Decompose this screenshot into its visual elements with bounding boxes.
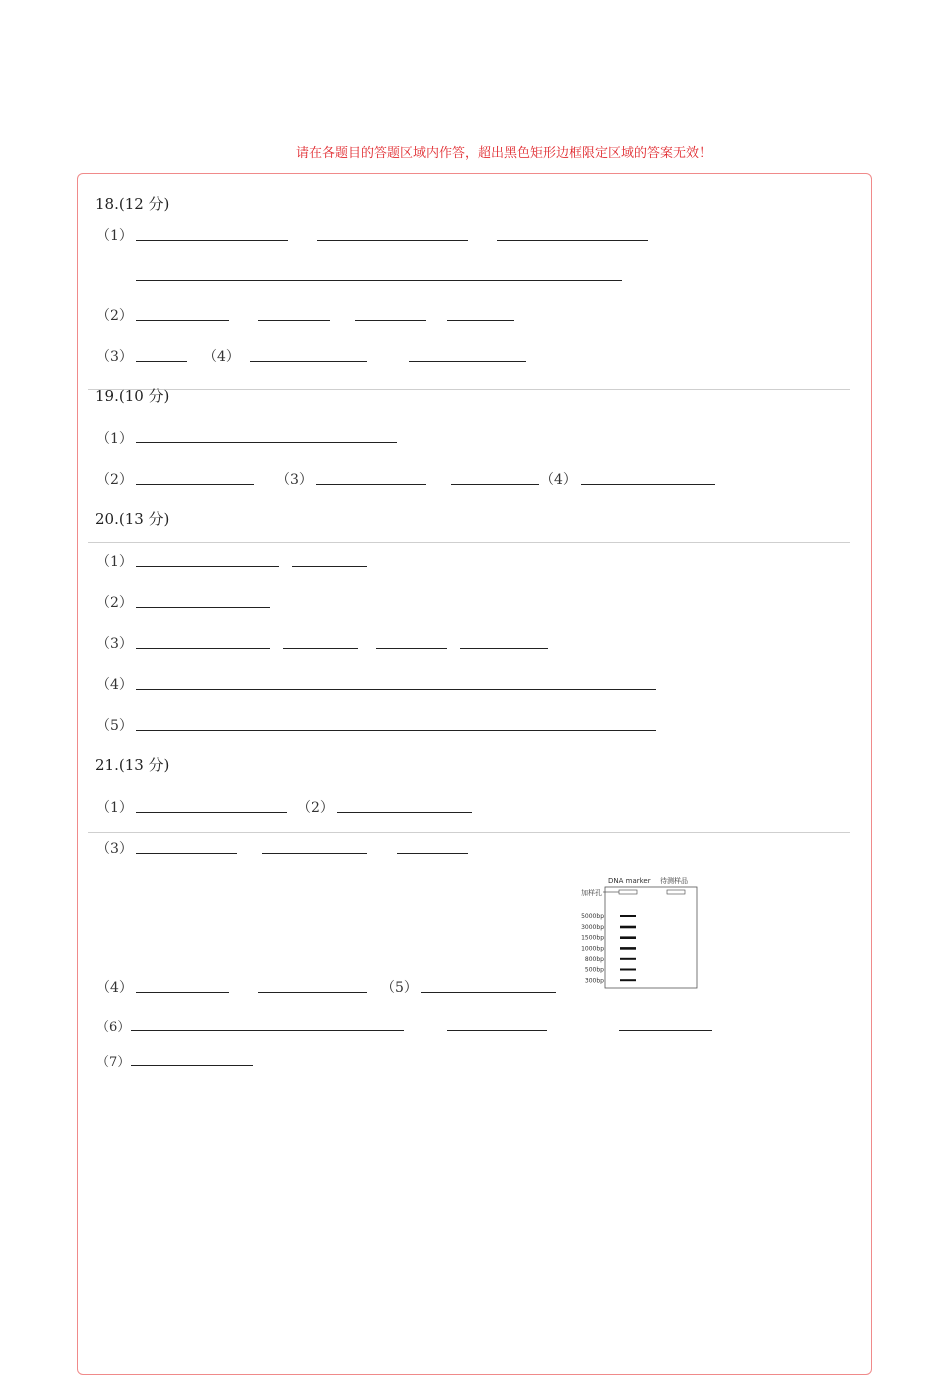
marker-band bbox=[620, 979, 636, 981]
q18-answer-blank[interactable] bbox=[317, 240, 468, 241]
well-label: 加样孔 bbox=[581, 889, 602, 897]
marker-band bbox=[620, 915, 636, 917]
q20-part-5-label: （5） bbox=[96, 718, 133, 734]
band-size-label: 800bp bbox=[584, 956, 604, 963]
q21-answer-blank[interactable] bbox=[421, 992, 556, 993]
q21-answer-blank[interactable] bbox=[262, 853, 367, 854]
q21-part-6-label: （6） bbox=[96, 1020, 131, 1035]
marker-well bbox=[619, 890, 637, 894]
q21-answer-blank[interactable] bbox=[131, 1030, 404, 1031]
question-20-title: 20.(13 分) bbox=[95, 510, 170, 528]
q18-answer-blank[interactable] bbox=[136, 320, 229, 321]
q21-part-4-label: （4） bbox=[96, 980, 133, 996]
band-size-label: 1000bp bbox=[581, 945, 604, 953]
marker-band bbox=[620, 926, 636, 929]
q19-answer-blank[interactable] bbox=[581, 484, 715, 485]
dna-marker-label: DNA marker bbox=[608, 877, 651, 885]
answer-area-notice: 请在各题目的答题区域内作答，超出黑色矩形边框限定区域的答案无效！ bbox=[296, 146, 713, 161]
q21-answer-blank[interactable] bbox=[131, 1065, 253, 1066]
q20-answer-blank[interactable] bbox=[376, 648, 447, 649]
question-18-title: 18.(12 分) bbox=[95, 195, 170, 213]
q21-answer-blank[interactable] bbox=[447, 1030, 547, 1031]
q21-part-2-label: （2） bbox=[297, 800, 334, 816]
sample-label: 待测样品 bbox=[660, 877, 688, 885]
q20-part-3-label: （3） bbox=[96, 636, 133, 652]
q18-answer-blank[interactable] bbox=[250, 361, 367, 362]
q19-part-3-label: （3） bbox=[276, 472, 313, 488]
q21-answer-blank[interactable] bbox=[258, 992, 367, 993]
q21-part-7-label: （7） bbox=[96, 1055, 131, 1070]
q20-answer-blank[interactable] bbox=[460, 648, 548, 649]
q21-answer-blank[interactable] bbox=[397, 853, 468, 854]
q20-answer-blank[interactable] bbox=[283, 648, 358, 649]
marker-band bbox=[620, 936, 636, 939]
q19-part-4-label: （4） bbox=[540, 472, 577, 488]
marker-band bbox=[620, 947, 636, 950]
q18-answer-blank[interactable] bbox=[409, 361, 526, 362]
q18-part-3-label: （3） bbox=[96, 349, 133, 365]
q18-answer-blank[interactable] bbox=[258, 320, 330, 321]
q19-part-2-label: （2） bbox=[96, 472, 133, 488]
q20-answer-blank[interactable] bbox=[136, 689, 656, 690]
q21-part-1-label: （1） bbox=[96, 800, 133, 816]
q18-answer-blank[interactable] bbox=[136, 361, 187, 362]
answer-frame bbox=[77, 173, 872, 1375]
question-21-title: 21.(13 分) bbox=[95, 756, 170, 774]
q20-part-1-label: （1） bbox=[96, 554, 133, 570]
q19-answer-blank[interactable] bbox=[136, 484, 254, 485]
band-size-label: 300bp bbox=[584, 977, 604, 985]
q20-part-2-label: （2） bbox=[96, 595, 133, 611]
q18-part-4-label: （4） bbox=[203, 349, 240, 365]
q21-answer-blank[interactable] bbox=[136, 812, 287, 813]
q21-answer-blank[interactable] bbox=[619, 1030, 712, 1031]
q18-answer-blank[interactable] bbox=[447, 320, 514, 321]
band-size-label: 500bp bbox=[584, 966, 604, 974]
q20-answer-blank[interactable] bbox=[136, 566, 279, 567]
q20-part-4-label: （4） bbox=[96, 677, 133, 693]
q21-part-3-label: （3） bbox=[96, 841, 133, 857]
q18-part-1-label: （1） bbox=[96, 228, 133, 244]
sample-well bbox=[667, 890, 685, 894]
band-size-label: 5000bp bbox=[581, 913, 604, 921]
band-size-label: 1500bp bbox=[581, 934, 604, 942]
band-size-label: 3000bp bbox=[581, 923, 604, 931]
q21-answer-blank[interactable] bbox=[136, 853, 237, 854]
q18-answer-blank[interactable] bbox=[355, 320, 426, 321]
separator bbox=[88, 832, 850, 833]
separator bbox=[88, 542, 850, 543]
q20-answer-blank[interactable] bbox=[136, 648, 270, 649]
q21-answer-blank[interactable] bbox=[136, 992, 229, 993]
marker-bands bbox=[581, 913, 636, 984]
q19-answer-blank[interactable] bbox=[451, 484, 539, 485]
q19-answer-blank[interactable] bbox=[316, 484, 426, 485]
question-19-title: 19.(10 分) bbox=[95, 387, 170, 405]
q21-answer-blank[interactable] bbox=[337, 812, 472, 813]
q21-part-5-label: （5） bbox=[381, 980, 418, 996]
q20-answer-blank[interactable] bbox=[136, 730, 656, 731]
q19-answer-blank[interactable] bbox=[136, 442, 397, 443]
q18-answer-blank[interactable] bbox=[136, 280, 622, 281]
q20-answer-blank[interactable] bbox=[136, 607, 270, 608]
marker-band bbox=[620, 969, 636, 971]
gel-electrophoresis-diagram bbox=[578, 873, 703, 993]
q18-answer-blank[interactable] bbox=[497, 240, 648, 241]
q18-part-2-label: （2） bbox=[96, 308, 133, 324]
gel-outline bbox=[605, 887, 697, 988]
separator bbox=[88, 389, 850, 390]
marker-band bbox=[620, 958, 636, 960]
q19-part-1-label: （1） bbox=[96, 431, 133, 447]
q20-answer-blank[interactable] bbox=[292, 566, 367, 567]
q18-answer-blank[interactable] bbox=[136, 240, 288, 241]
